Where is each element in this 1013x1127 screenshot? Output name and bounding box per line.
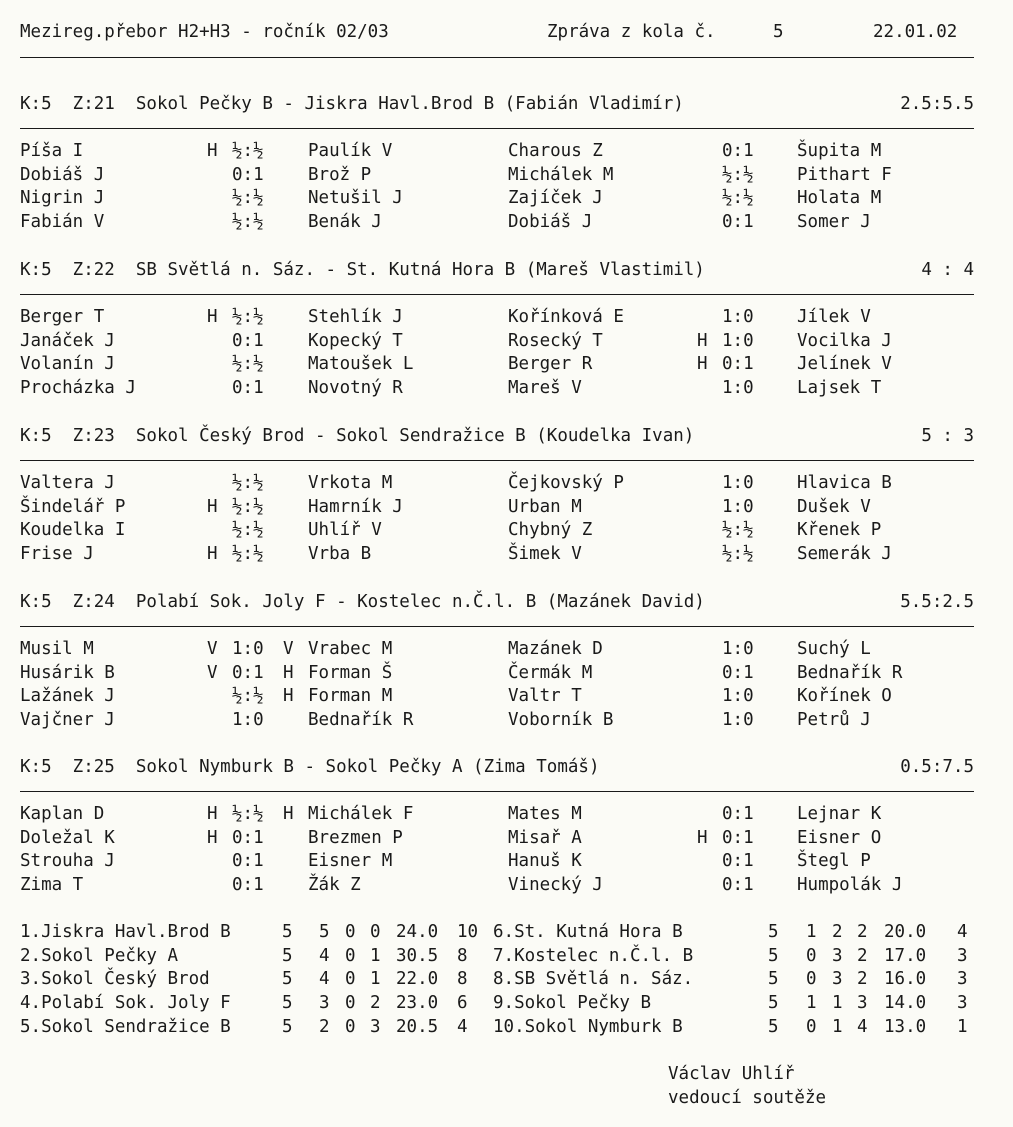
player-name: Šupita M xyxy=(797,141,882,161)
color-mark: H xyxy=(207,307,218,327)
player-name: Voborník B xyxy=(508,710,614,730)
match-score: 4 : 4 xyxy=(921,260,974,280)
standings-pl: 5 xyxy=(282,1017,293,1037)
game-result: ½:½ xyxy=(232,804,264,824)
player-name: Musil M xyxy=(20,639,94,659)
standings-pts: 8 xyxy=(457,946,468,966)
standings-score: 16.0 xyxy=(884,969,927,989)
player-name: Valtera J xyxy=(20,473,115,493)
standings-score: 13.0 xyxy=(884,1017,927,1037)
standings-l: 2 xyxy=(857,946,868,966)
player-name: Nigrin J xyxy=(20,188,105,208)
color-mark: H xyxy=(697,354,708,374)
player-name: Štegl P xyxy=(797,851,871,871)
standings-team: 7.Kostelec n.Č.l. B xyxy=(493,946,694,966)
standings-l: 2 xyxy=(857,969,868,989)
player-name: Urban M xyxy=(508,497,582,517)
match-title: K:5 Z:24 Polabí Sok. Joly F - Kostelec n.Č.l. B (Mazánek David) xyxy=(20,592,705,612)
game-result: 0:1 xyxy=(232,331,264,351)
color-mark: H xyxy=(283,686,294,706)
game-result: ½:½ xyxy=(232,307,264,327)
standings-team: 4.Polabí Sok. Joly F xyxy=(20,993,231,1013)
standings-team: 1.Jiskra Havl.Brod B xyxy=(20,922,231,942)
standings-w: 5 xyxy=(319,922,330,942)
player-name: Brož P xyxy=(308,165,372,185)
player-name: Suchý L xyxy=(797,639,871,659)
standings-score: 20.0 xyxy=(884,922,927,942)
report-label: Zpráva z kola č. xyxy=(547,22,716,42)
color-mark: H xyxy=(207,804,218,824)
game-result: 1:0 xyxy=(722,686,754,706)
standings-pl: 5 xyxy=(282,946,293,966)
player-name: Stehlík J xyxy=(308,307,403,327)
standings-l: 3 xyxy=(857,993,868,1013)
match-title: K:5 Z:22 SB Světlá n. Sáz. - St. Kutná Hora B (Mareš Vlastimil) xyxy=(20,260,705,280)
player-name: Netušil J xyxy=(308,188,403,208)
standings-w: 4 xyxy=(319,969,330,989)
color-mark: H xyxy=(207,544,218,564)
standings-score: 22.0 xyxy=(396,969,439,989)
player-name: Kopecký T xyxy=(308,331,403,351)
color-mark: H xyxy=(283,663,294,683)
game-result: ½:½ xyxy=(232,212,264,232)
match-rule xyxy=(20,791,974,792)
standings-d: 0 xyxy=(345,1017,356,1037)
standings-l: 4 xyxy=(857,1017,868,1037)
game-result: ½:½ xyxy=(232,141,264,161)
game-result: 0:1 xyxy=(722,354,754,374)
game-result: ½:½ xyxy=(722,520,754,540)
game-result: 0:1 xyxy=(232,378,264,398)
standings-d: 3 xyxy=(832,946,843,966)
player-name: Vrba B xyxy=(308,544,372,564)
game-result: 1:0 xyxy=(232,710,264,730)
standings-team: 6.St. Kutná Hora B xyxy=(493,922,683,942)
standings-w: 3 xyxy=(319,993,330,1013)
game-result: 0:1 xyxy=(722,663,754,683)
player-name: Čermák M xyxy=(508,663,593,683)
player-name: Michálek M xyxy=(508,165,614,185)
player-name: Strouha J xyxy=(20,851,115,871)
standings-d: 0 xyxy=(345,946,356,966)
match-score: 5 : 3 xyxy=(921,426,974,446)
player-name: Michálek F xyxy=(308,804,414,824)
standings-pts: 8 xyxy=(457,969,468,989)
color-mark: H xyxy=(697,828,708,848)
standings-w: 1 xyxy=(806,922,817,942)
game-result: 0:1 xyxy=(722,828,754,848)
match-rule xyxy=(20,460,974,461)
standings-team: 5.Sokol Sendražice B xyxy=(20,1017,231,1037)
standings-pts: 3 xyxy=(957,969,968,989)
player-name: Valtr T xyxy=(508,686,582,706)
player-name: Dušek V xyxy=(797,497,871,517)
standings-pl: 5 xyxy=(768,922,779,942)
game-result: ½:½ xyxy=(232,686,264,706)
header-rule xyxy=(20,57,974,58)
player-name: Vrabec M xyxy=(308,639,393,659)
game-result: 0:1 xyxy=(232,165,264,185)
game-result: ½:½ xyxy=(722,165,754,185)
player-name: Volanín J xyxy=(20,354,115,374)
game-result: ½:½ xyxy=(232,520,264,540)
standings-pts: 4 xyxy=(457,1017,468,1037)
player-name: Misař A xyxy=(508,828,582,848)
game-result: 1:0 xyxy=(722,710,754,730)
player-name: Fabián V xyxy=(20,212,105,232)
player-name: Žák Z xyxy=(308,875,361,895)
standings-w: 4 xyxy=(319,946,330,966)
color-mark: V xyxy=(283,639,294,659)
standings-d: 1 xyxy=(832,993,843,1013)
game-result: 0:1 xyxy=(232,663,264,683)
player-name: Zima T xyxy=(20,875,84,895)
player-name: Hanuš K xyxy=(508,851,582,871)
player-name: Rosecký T xyxy=(508,331,603,351)
player-name: Křenek P xyxy=(797,520,882,540)
player-name: Pithart F xyxy=(797,165,892,185)
round-number: 5 xyxy=(773,22,784,42)
signature-role: vedoucí soutěže xyxy=(668,1088,827,1108)
player-name: Hlavica B xyxy=(797,473,892,493)
standings-l: 1 xyxy=(370,946,381,966)
player-name: Čejkovský P xyxy=(508,473,624,493)
player-name: Berger T xyxy=(20,307,105,327)
standings-score: 14.0 xyxy=(884,993,927,1013)
player-name: Procházka J xyxy=(20,378,136,398)
standings-team: 2.Sokol Pečky A xyxy=(20,946,179,966)
standings-score: 24.0 xyxy=(396,922,439,942)
game-result: ½:½ xyxy=(722,544,754,564)
standings-pts: 1 xyxy=(957,1017,968,1037)
standings-score: 20.5 xyxy=(396,1017,439,1037)
standings-pl: 5 xyxy=(282,969,293,989)
player-name: Matoušek L xyxy=(308,354,414,374)
player-name: Mazánek D xyxy=(508,639,603,659)
match-score: 2.5:5.5 xyxy=(900,94,974,114)
color-mark: V xyxy=(207,663,218,683)
match-rule xyxy=(20,626,974,627)
player-name: Vrkota M xyxy=(308,473,393,493)
standings-l: 3 xyxy=(370,1017,381,1037)
player-name: Mareš V xyxy=(508,378,582,398)
game-result: ½:½ xyxy=(232,188,264,208)
color-mark: H xyxy=(283,804,294,824)
standings-score: 17.0 xyxy=(884,946,927,966)
standings-pl: 5 xyxy=(768,1017,779,1037)
player-name: Šimek V xyxy=(508,544,582,564)
standings-pts: 3 xyxy=(957,993,968,1013)
player-name: Mates M xyxy=(508,804,582,824)
standings-pts: 3 xyxy=(957,946,968,966)
player-name: Vajčner J xyxy=(20,710,115,730)
player-name: Vinecký J xyxy=(508,875,603,895)
player-name: Vocilka J xyxy=(797,331,892,351)
player-name: Brezmen P xyxy=(308,828,403,848)
game-result: 1:0 xyxy=(722,378,754,398)
game-result: 0:1 xyxy=(232,875,264,895)
game-result: 1:0 xyxy=(722,473,754,493)
color-mark: H xyxy=(207,141,218,161)
player-name: Koudelka I xyxy=(20,520,126,540)
standings-d: 1 xyxy=(832,1017,843,1037)
standings-team: 3.Sokol Český Brod xyxy=(20,969,210,989)
player-name: Bednařík R xyxy=(797,663,903,683)
player-name: Frise J xyxy=(20,544,94,564)
player-name: Holata M xyxy=(797,188,882,208)
game-result: ½:½ xyxy=(232,544,264,564)
player-name: Dobiáš J xyxy=(20,165,105,185)
player-name: Eisner M xyxy=(308,851,393,871)
player-name: Husárik B xyxy=(20,663,115,683)
color-mark: H xyxy=(697,331,708,351)
match-title: K:5 Z:23 Sokol Český Brod - Sokol Sendražice B (Koudelka Ivan) xyxy=(20,426,695,446)
standings-team: 10.Sokol Nymburk B xyxy=(493,1017,683,1037)
player-name: Semerák J xyxy=(797,544,892,564)
match-score: 0.5:7.5 xyxy=(900,757,974,777)
game-result: 1:0 xyxy=(722,307,754,327)
game-result: 0:1 xyxy=(232,851,264,871)
standings-l: 0 xyxy=(370,922,381,942)
game-result: 0:1 xyxy=(722,141,754,161)
standings-pl: 5 xyxy=(768,993,779,1013)
player-name: Lažánek J xyxy=(20,686,115,706)
player-name: Janáček J xyxy=(20,331,115,351)
player-name: Zajíček J xyxy=(508,188,603,208)
player-name: Eisner O xyxy=(797,828,882,848)
standings-team: 8.SB Světlá n. Sáz. xyxy=(493,969,694,989)
signature-name: Václav Uhlíř xyxy=(668,1064,795,1084)
player-name: Šindelář P xyxy=(20,497,126,517)
standings-pl: 5 xyxy=(768,969,779,989)
player-name: Paulík V xyxy=(308,141,393,161)
standings-score: 23.0 xyxy=(396,993,439,1013)
player-name: Forman M xyxy=(308,686,393,706)
player-name: Bednařík R xyxy=(308,710,414,730)
standings-pts: 4 xyxy=(957,922,968,942)
standings-l: 1 xyxy=(370,969,381,989)
game-result: 0:1 xyxy=(722,212,754,232)
standings-w: 1 xyxy=(806,993,817,1013)
game-result: 0:1 xyxy=(722,851,754,871)
competition-title: Mezireg.přebor H2+H3 - ročník 02/03 xyxy=(20,22,389,42)
standings-pts: 10 xyxy=(457,922,479,942)
player-name: Kořínková E xyxy=(508,307,624,327)
player-name: Forman Š xyxy=(308,663,393,683)
standings-pts: 6 xyxy=(457,993,468,1013)
game-result: ½:½ xyxy=(232,473,264,493)
game-result: 0:1 xyxy=(232,828,264,848)
report-date: 22.01.02 xyxy=(873,22,958,42)
standings-team: 9.Sokol Pečky B xyxy=(493,993,652,1013)
game-result: 1:0 xyxy=(232,639,264,659)
player-name: Píša I xyxy=(20,141,84,161)
game-result: 0:1 xyxy=(722,875,754,895)
match-title: K:5 Z:21 Sokol Pečky B - Jiskra Havl.Brod B (Fabián Vladimír) xyxy=(20,94,684,114)
color-mark: H xyxy=(207,828,218,848)
color-mark: V xyxy=(207,639,218,659)
standings-pl: 5 xyxy=(282,922,293,942)
standings-score: 30.5 xyxy=(396,946,439,966)
standings-l: 2 xyxy=(370,993,381,1013)
player-name: Charous Z xyxy=(508,141,603,161)
player-name: Jelínek V xyxy=(797,354,892,374)
player-name: Berger R xyxy=(508,354,593,374)
player-name: Doležal K xyxy=(20,828,115,848)
game-result: ½:½ xyxy=(232,354,264,374)
player-name: Chybný Z xyxy=(508,520,593,540)
match-score: 5.5:2.5 xyxy=(900,592,974,612)
standings-w: 0 xyxy=(806,946,817,966)
player-name: Jílek V xyxy=(797,307,871,327)
match-rule xyxy=(20,294,974,295)
game-result: 1:0 xyxy=(722,639,754,659)
player-name: Kořínek O xyxy=(797,686,892,706)
game-result: 1:0 xyxy=(722,497,754,517)
match-title: K:5 Z:25 Sokol Nymburk B - Sokol Pečky A (Zima Tomáš) xyxy=(20,757,600,777)
standings-d: 0 xyxy=(345,922,356,942)
player-name: Lajsek T xyxy=(797,378,882,398)
standings-d: 2 xyxy=(832,922,843,942)
standings-d: 0 xyxy=(345,993,356,1013)
player-name: Humpolák J xyxy=(797,875,903,895)
player-name: Novotný R xyxy=(308,378,403,398)
player-name: Hamrník J xyxy=(308,497,403,517)
color-mark: H xyxy=(207,497,218,517)
match-rule xyxy=(20,128,974,129)
player-name: Benák J xyxy=(308,212,382,232)
standings-l: 2 xyxy=(857,922,868,942)
player-name: Lejnar K xyxy=(797,804,882,824)
player-name: Uhlíř V xyxy=(308,520,382,540)
standings-d: 0 xyxy=(345,969,356,989)
player-name: Petrů J xyxy=(797,710,871,730)
standings-w: 0 xyxy=(806,969,817,989)
standings-d: 3 xyxy=(832,969,843,989)
game-result: ½:½ xyxy=(232,497,264,517)
player-name: Kaplan D xyxy=(20,804,105,824)
game-result: ½:½ xyxy=(722,188,754,208)
game-result: 0:1 xyxy=(722,804,754,824)
standings-pl: 5 xyxy=(282,993,293,1013)
player-name: Dobiáš J xyxy=(508,212,593,232)
standings-w: 2 xyxy=(319,1017,330,1037)
game-result: 1:0 xyxy=(722,331,754,351)
player-name: Somer J xyxy=(797,212,871,232)
standings-pl: 5 xyxy=(768,946,779,966)
standings-w: 0 xyxy=(806,1017,817,1037)
